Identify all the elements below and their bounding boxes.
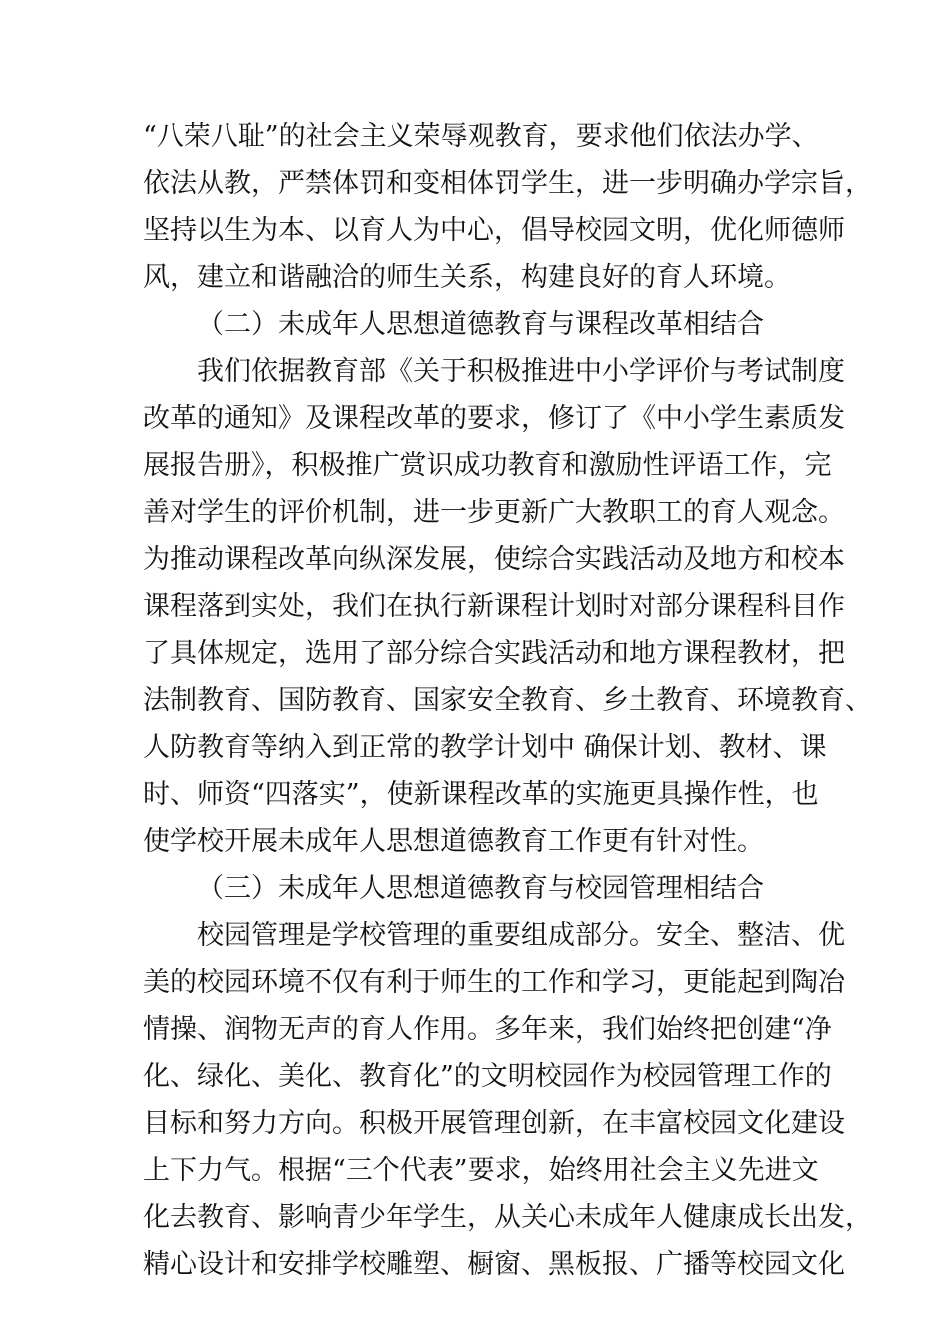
text-line: 人防教育等纳入到正常的教学计划中 确保计划、教材、课	[143, 732, 827, 763]
text-line: 精心设计和安排学校雕塑、橱窗、黑板报、广播等校园文化	[143, 1249, 845, 1280]
text-line: 法制教育、国防教育、国家安全教育、乡土教育、环境教育、	[143, 685, 872, 716]
text-line: 化、绿化、美化、教育化”的文明校园作为校园管理工作的	[143, 1061, 832, 1092]
text-line: 改革的通知》及课程改革的要求，修订了《中小学生素质发	[143, 403, 845, 434]
section-heading: （二）未成年人思想道德教育与课程改革相结合	[197, 309, 764, 340]
text-line: 了具体规定，选用了部分综合实践活动和地方课程教材，把	[143, 638, 845, 669]
text-line: 时、师资“四落实”，使新课程改革的实施更具操作性，也	[143, 779, 819, 810]
text-line: 情操、润物无声的育人作用。多年来，我们始终把创建“净	[143, 1014, 832, 1045]
text-line: 上下力气。根据“三个代表”要求，始终用社会主义先进文	[143, 1155, 819, 1186]
text-line: 风，建立和谐融洽的师生关系，构建良好的育人环境。	[143, 262, 791, 293]
text-line: 坚持以生为本、以育人为中心，倡导校园文明，优化师德师	[143, 215, 845, 246]
section-heading: （三）未成年人思想道德教育与校园管理相结合	[197, 873, 764, 904]
text-line: 使学校开展未成年人思想道德教育工作更有针对性。	[143, 826, 764, 857]
text-line: 化去教育、影响青少年学生，从关心未成年人健康成长出发，	[143, 1202, 872, 1233]
document-body	[143, 113, 872, 1288]
text-line: 为推动课程改革向纵深发展，使综合实践活动及地方和校本	[143, 544, 845, 575]
paragraph-first-line: 校园管理是学校管理的重要组成部分。安全、整洁、优	[197, 920, 845, 951]
text-line: 美的校园环境不仅有利于师生的工作和学习，更能起到陶冶	[143, 967, 845, 998]
text-line: “八荣八耻”的社会主义荣辱观教育，要求他们依法办学、	[143, 121, 819, 152]
text-line: 目标和努力方向。积极开展管理创新，在丰富校园文化建设	[143, 1108, 845, 1139]
text-line: 善对学生的评价机制，进一步更新广大教职工的育人观念。	[143, 497, 845, 528]
text-line: 展报告册》，积极推广赏识成功教育和激励性评语工作，完	[143, 450, 832, 481]
text-line: 依法从教，严禁体罚和变相体罚学生，进一步明确办学宗旨，	[143, 168, 872, 199]
text-line: 课程落到实处，我们在执行新课程计划时对部分课程科目作	[143, 591, 845, 622]
paragraph-first-line: 我们依据教育部《关于积极推进中小学评价与考试制度	[197, 356, 845, 387]
